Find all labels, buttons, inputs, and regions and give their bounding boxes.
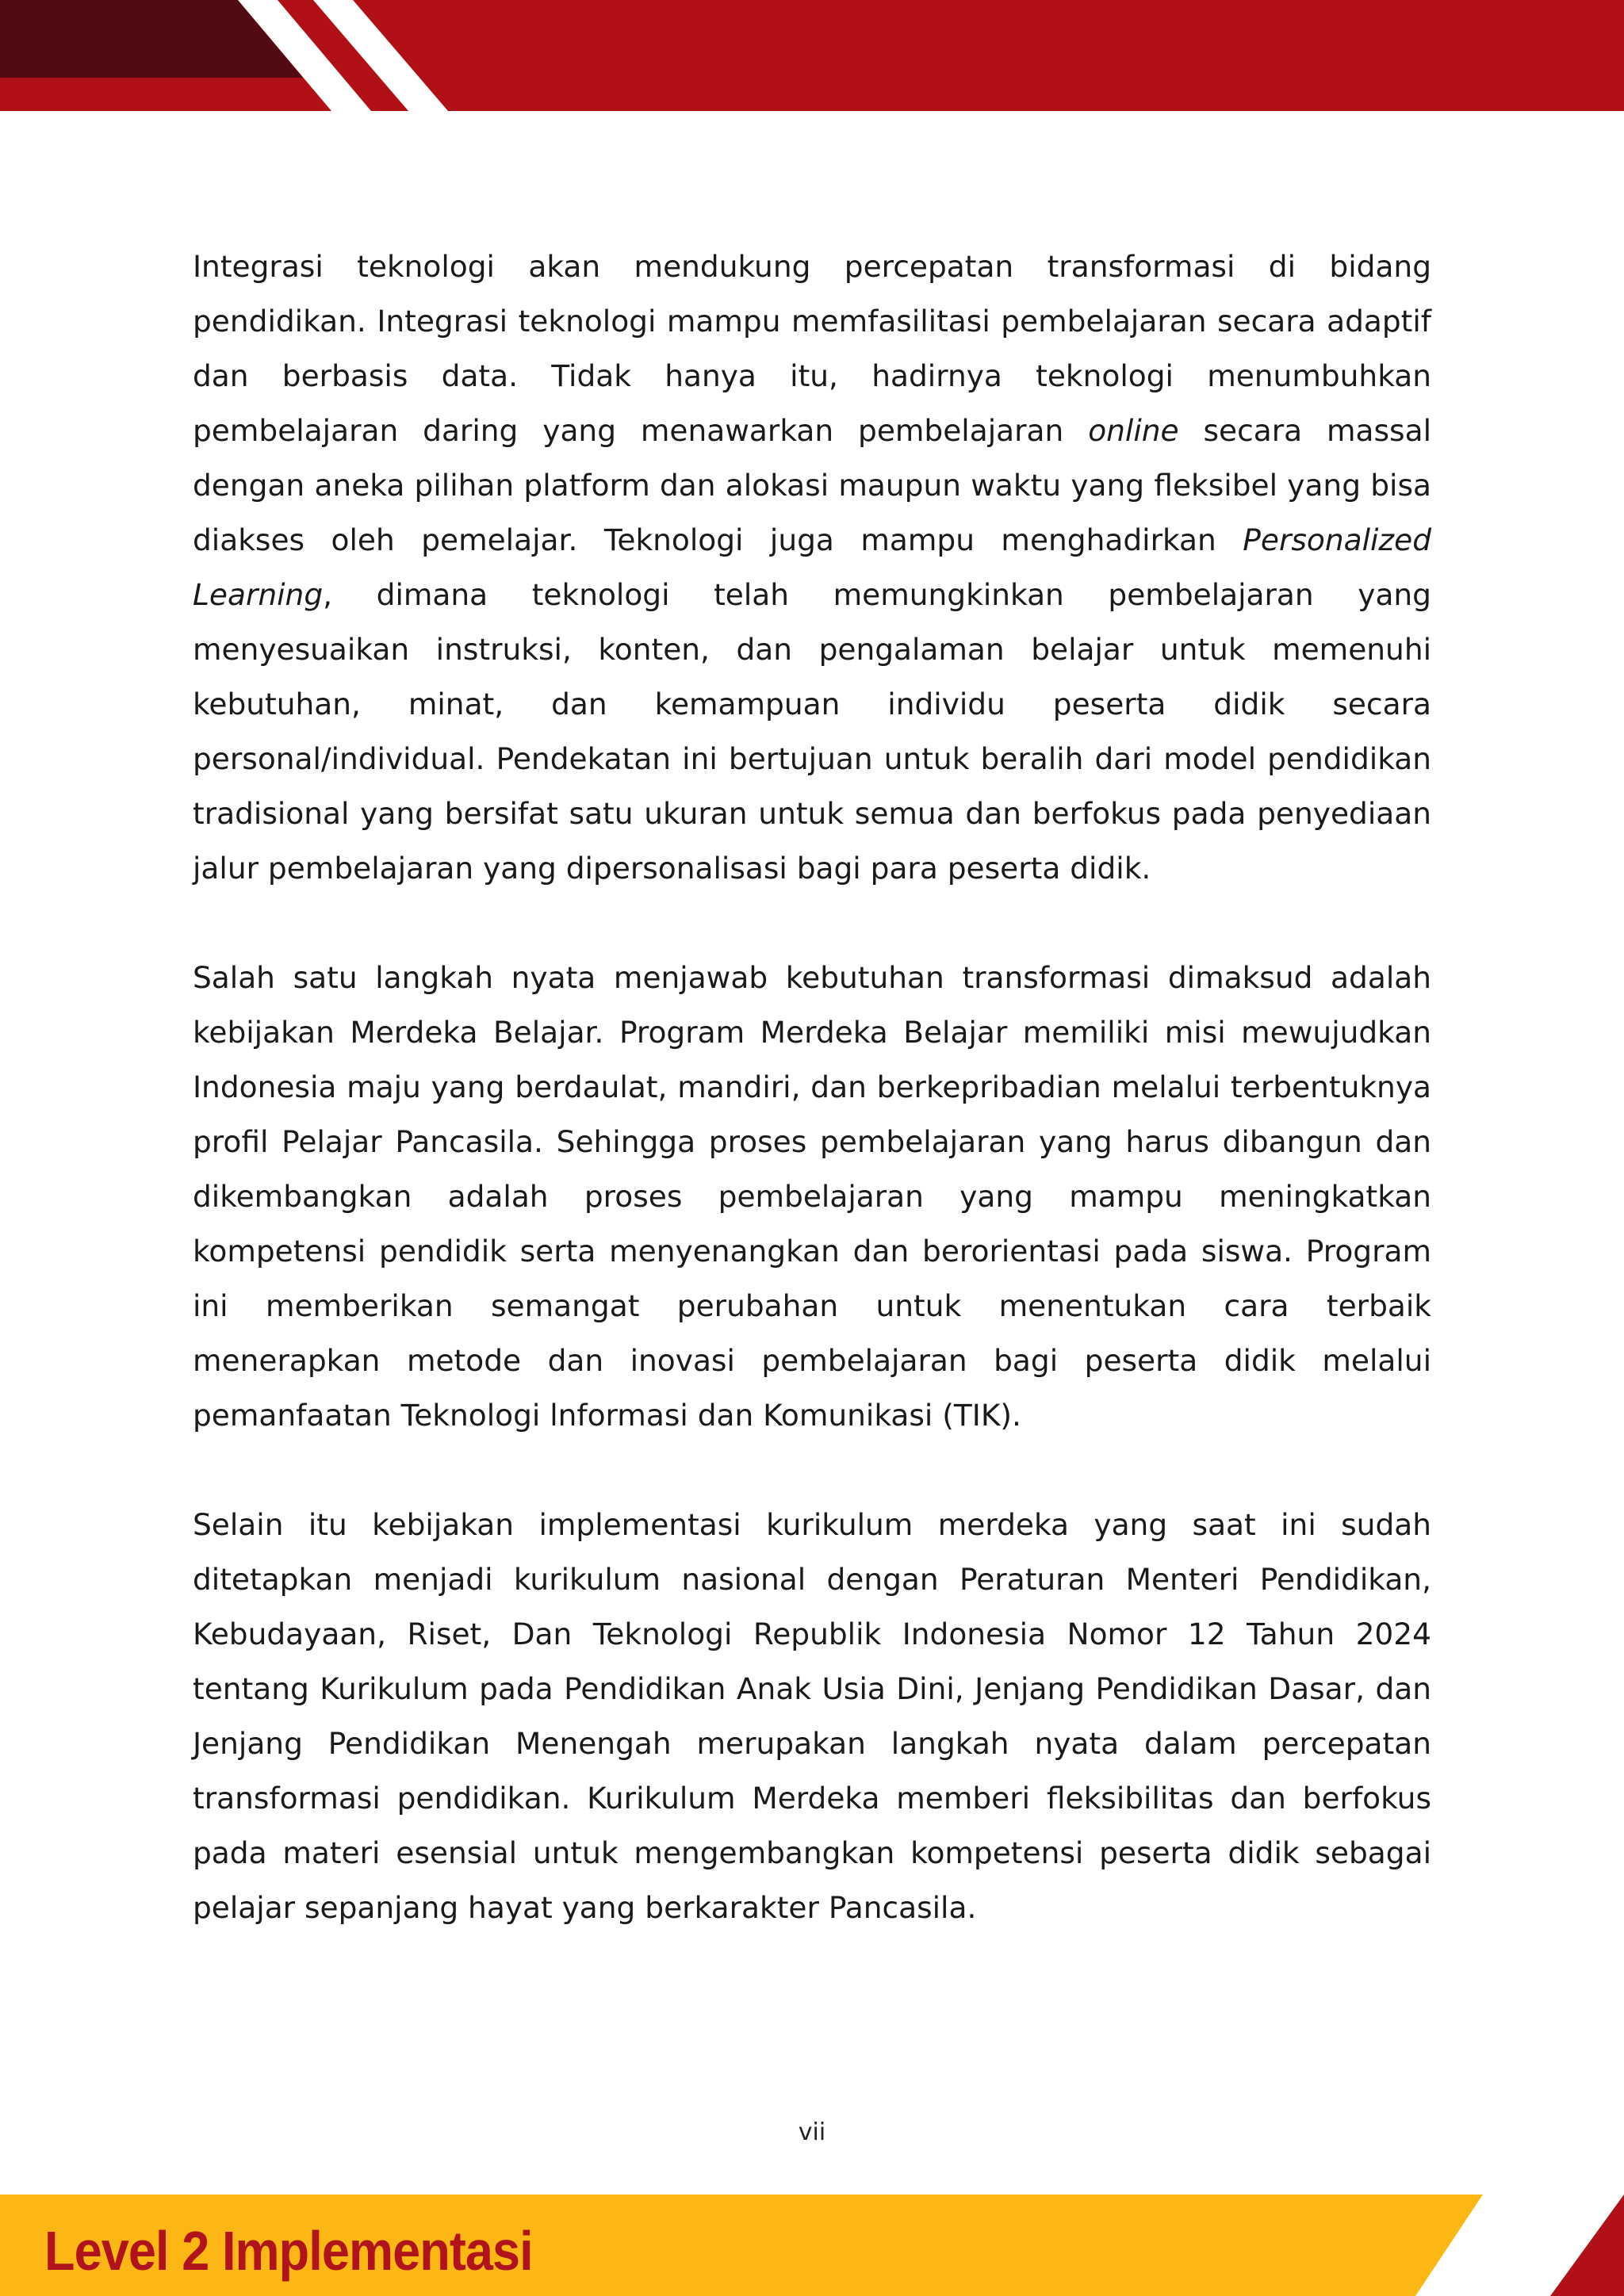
paragraph-3: Selain itu kebijakan implementasi kurikulum merdeka yang saat ini sudah ditetapkan menjadi kurikulum nasional dengan Peraturan Menteri Pendidikan, Kebudayaan, Riset, Dan Teknologi Republik Indonesia Nomor 12 Tahun 2024 tentang Kurikulum pada Pendidikan Anak Usia Dini, Jenjang Pendidikan Dasar, dan Jenjang Pendidikan Menengah merupakan langkah nyata dalam percepatan transformasi pendidikan. Kurikulum Merdeka memberi fleksibilitas dan berfokus pada materi esensial untuk mengembangkan kompetensi peserta didik sebagai pelajar sepanjang hayat yang berkarakter Pancasila.: [193, 1507, 1431, 1925]
paragraph-1: [193, 239, 1431, 896]
paragraph-2: Salah satu langkah nyata menjawab kebutuhan transformasi dimaksud adalah kebijakan Merdeka Belajar. Program Merdeka Belajar memiliki misi mewujudkan Indonesia maju yang berdaulat, mandiri, dan berkepribadian melalui terbentuknya profil Pelajar Pancasila. Sehingga proses pembelajaran yang harus dibangun dan dikembangkan adalah proses pembelajaran yang mampu meningkatkan kompetensi pendidik serta menyenangkan dan berorientasi pada siswa. Program ini memberikan semangat perubahan untuk menentukan cara terbaik menerapkan metode dan inovasi pembelajaran bagi peserta didik melalui pemanfaatan Teknologi lnformasi dan Komunikasi (TIK).: [193, 960, 1431, 1433]
page-number: vii: [798, 2118, 826, 2146]
paragraph-1-text-1: Integrasi teknologi akan mendukung percepatan transformasi di bidang pendidikan. Integrasi teknologi mampu memfasilitasi pembelajaran secara adaptif dan berbasis data. Tidak hanya itu, hadirnya teknologi menumbuhkan pembelajaran daring yang menawarkan pembelajaran: [193, 249, 1431, 448]
italic-term-online: online: [1088, 413, 1179, 448]
footer-title: Level 2 Implementasi: [44, 2220, 533, 2282]
header-banner: [0, 0, 1624, 115]
italic-term-personalized-learning: Personalized Learning: [193, 522, 1431, 612]
main-content: [193, 239, 1431, 1990]
footer-red-corner: [1550, 2195, 1624, 2296]
paragraph-1-text-2: secara massal dengan aneka pilihan platform dan alokasi maupun waktu yang fleksibel yang bisa diakses oleh pemelajar. Teknologi juga mampu menghadirkan: [193, 413, 1431, 557]
paragraph-1-text-3: , dimana teknologi telah memungkinkan pembelajaran yang menyesuaikan instruksi, konten, dan pengalaman belajar untuk memenuhi kebutuhan, minat, dan kemampuan individu peserta didik secara personal/individual. Pendekatan ini bertujuan untuk beralih dari model pendidikan tradisional yang bersifat satu ukuran untuk semua dan berfokus pada penyediaan jalur pembelajaran yang dipersonalisasi bagi para peserta didik.: [193, 577, 1431, 886]
